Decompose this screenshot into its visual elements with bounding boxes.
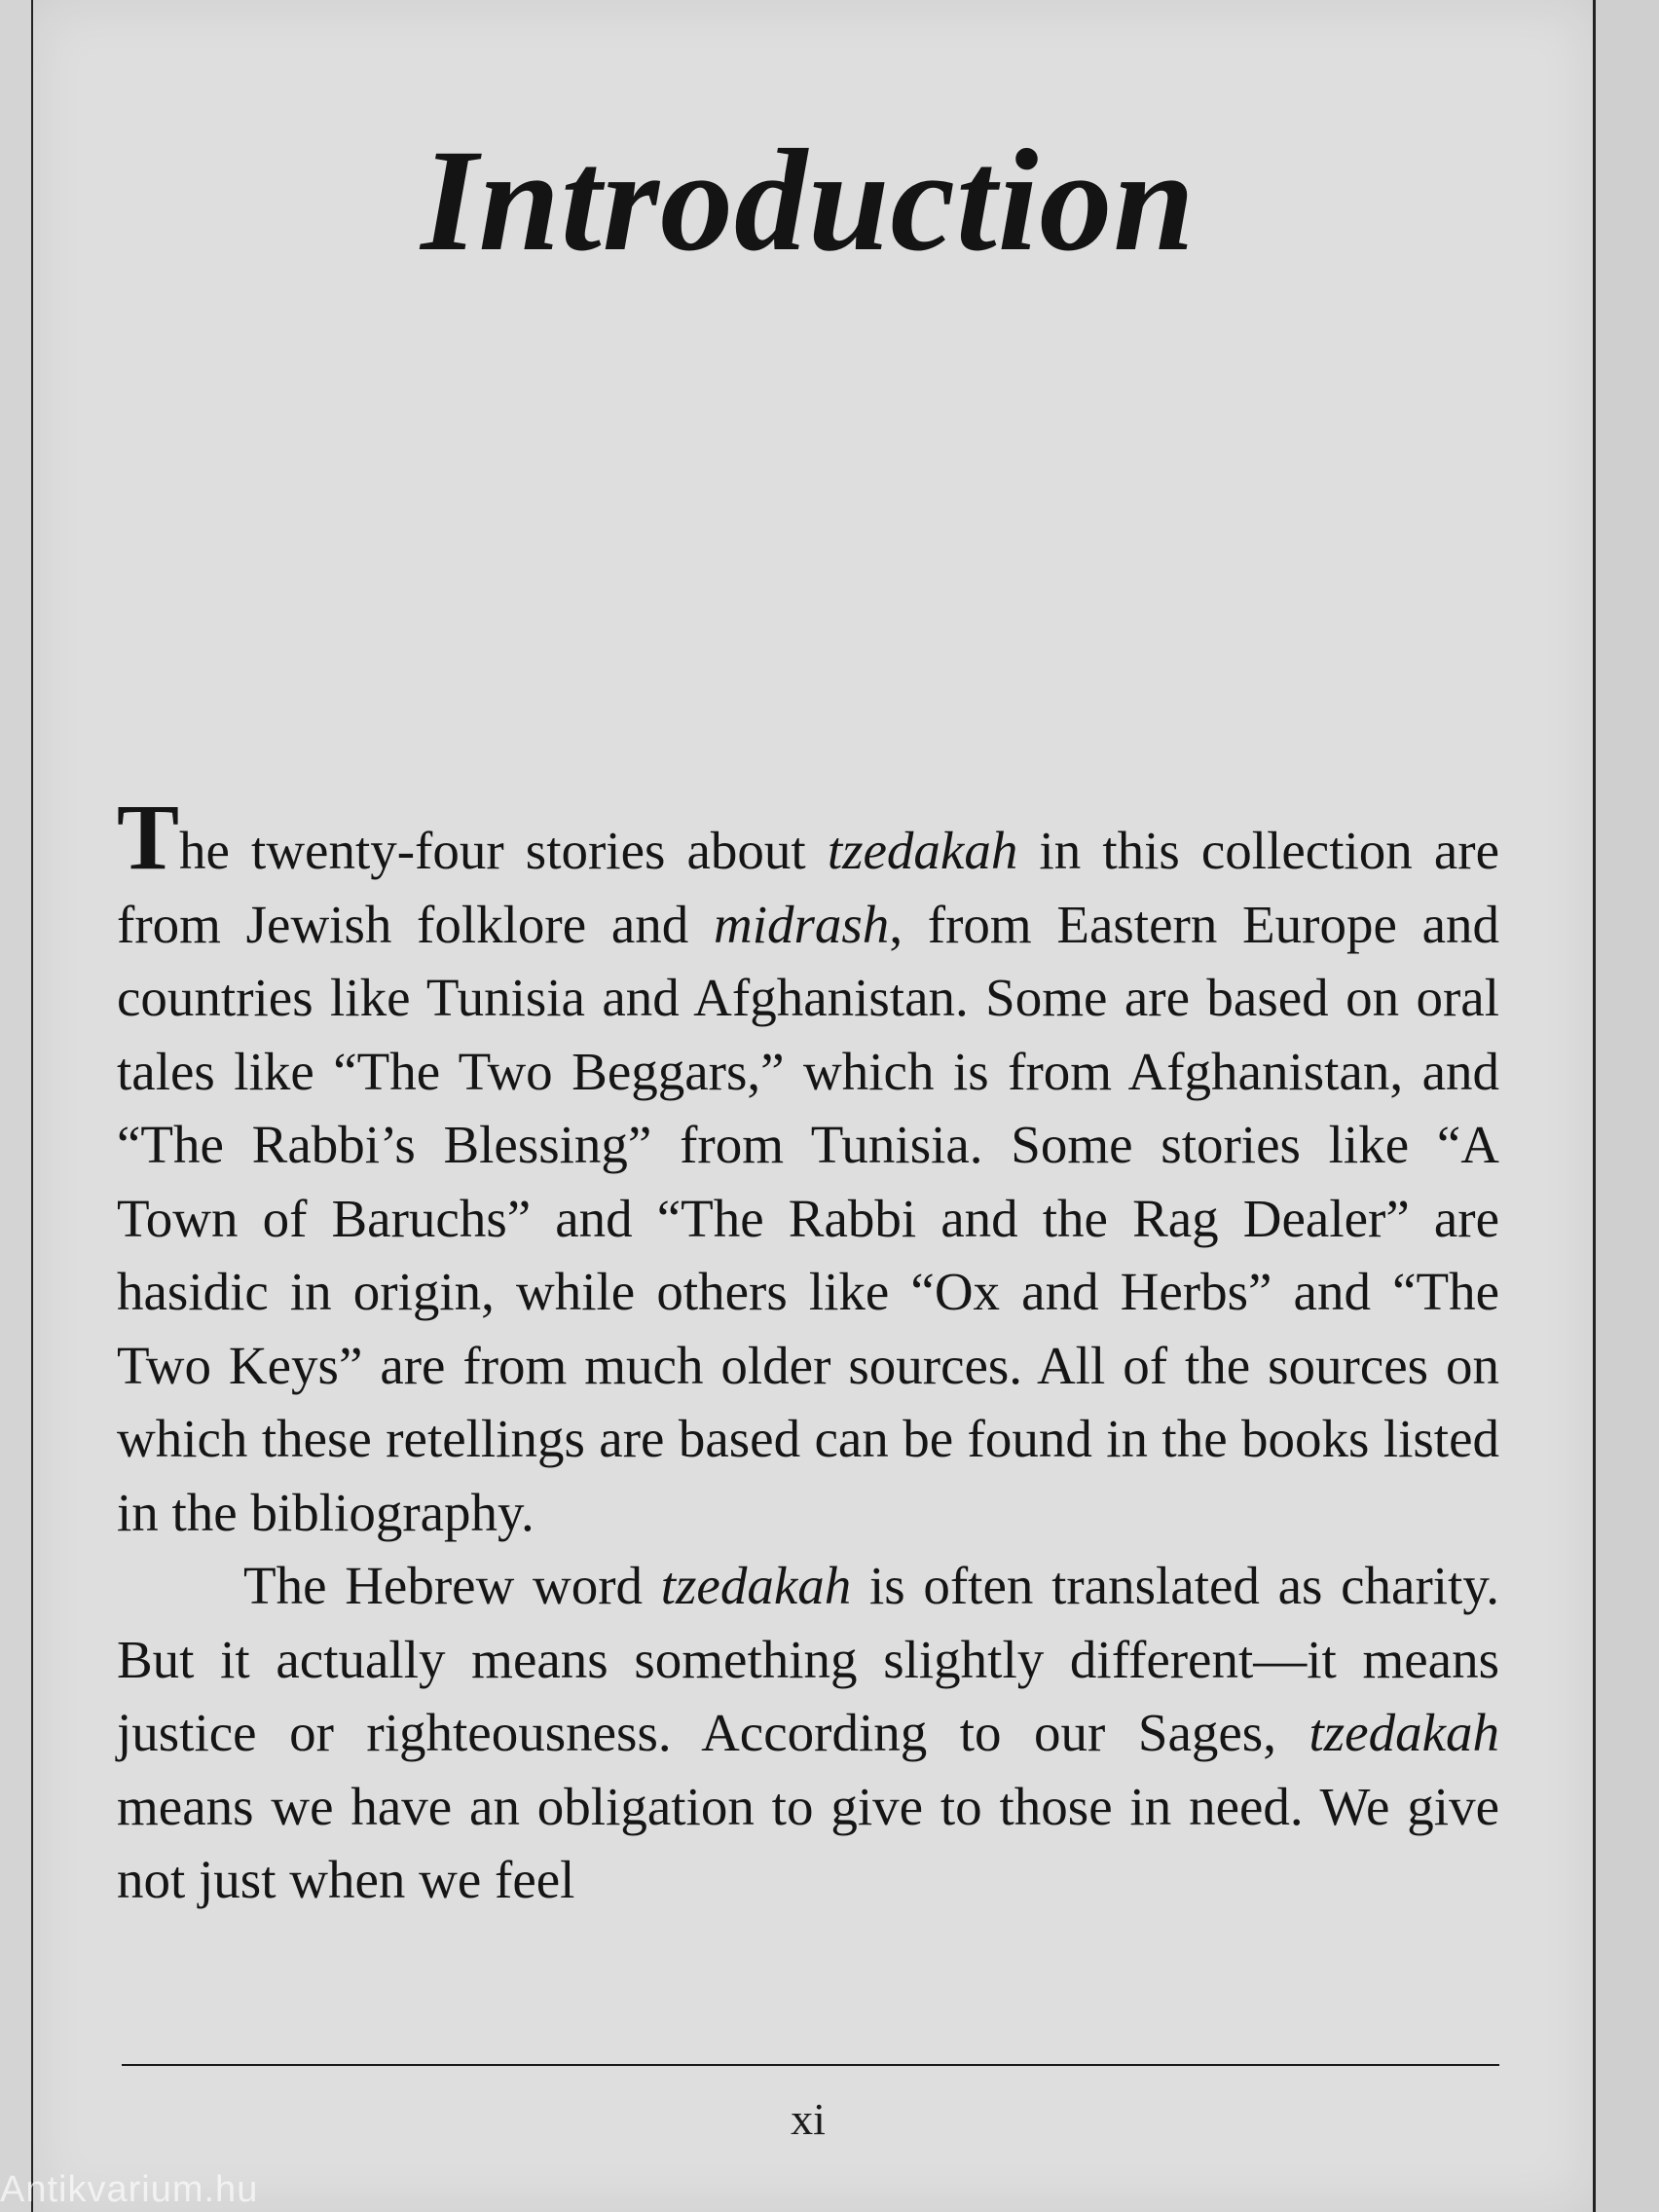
text-segment: he twenty-four stories about [179,821,828,880]
italic-term: tzedakah [827,821,1018,880]
footer-rule [122,2064,1499,2066]
italic-term: midrash [714,894,890,954]
italic-term: tzedakah [1309,1703,1499,1762]
text-segment: , from Eastern Europe and countries like Tunisia and Afghanistan. Some are based on oral tales like “The Two Beggars,” which is from Afghanistan, and “The Rabbi’s Blessing” from Tunisia. Some stories like “A Town of Baruchs” and “The Rabbi and the Rag Dealer” are hasidic in origin, while others like “Ox and Herbs” and “The Two Keys” are from much older sources. All of the sources on which these retellings are based can be found in the books listed in the bibliography. [117,894,1499,1542]
text-segment: is often translated as charity. But it actually means something slightly different—it means justice or righteousness. According to our Sages, [117,1556,1499,1762]
italic-term: tzedakah [660,1556,852,1615]
body-text [117,785,1500,1917]
drop-cap: T [117,785,180,889]
watermark: Antikvarium.hu [0,2169,259,2210]
text-segment: in this collection are from Jewish folklore and [117,821,1500,954]
text-segment: means we have an obligation to give to those in need. We give not just when we feel [117,1776,1499,1909]
page-number: xi [791,2094,826,2144]
paragraph-2 [117,1549,1499,1917]
text-segment: The Hebrew word [243,1556,661,1615]
chapter-title: Introduction [421,120,1196,281]
page-left-border [31,0,33,2212]
paragraph-1 [117,785,1500,1549]
page-gutter [1596,0,1659,2212]
